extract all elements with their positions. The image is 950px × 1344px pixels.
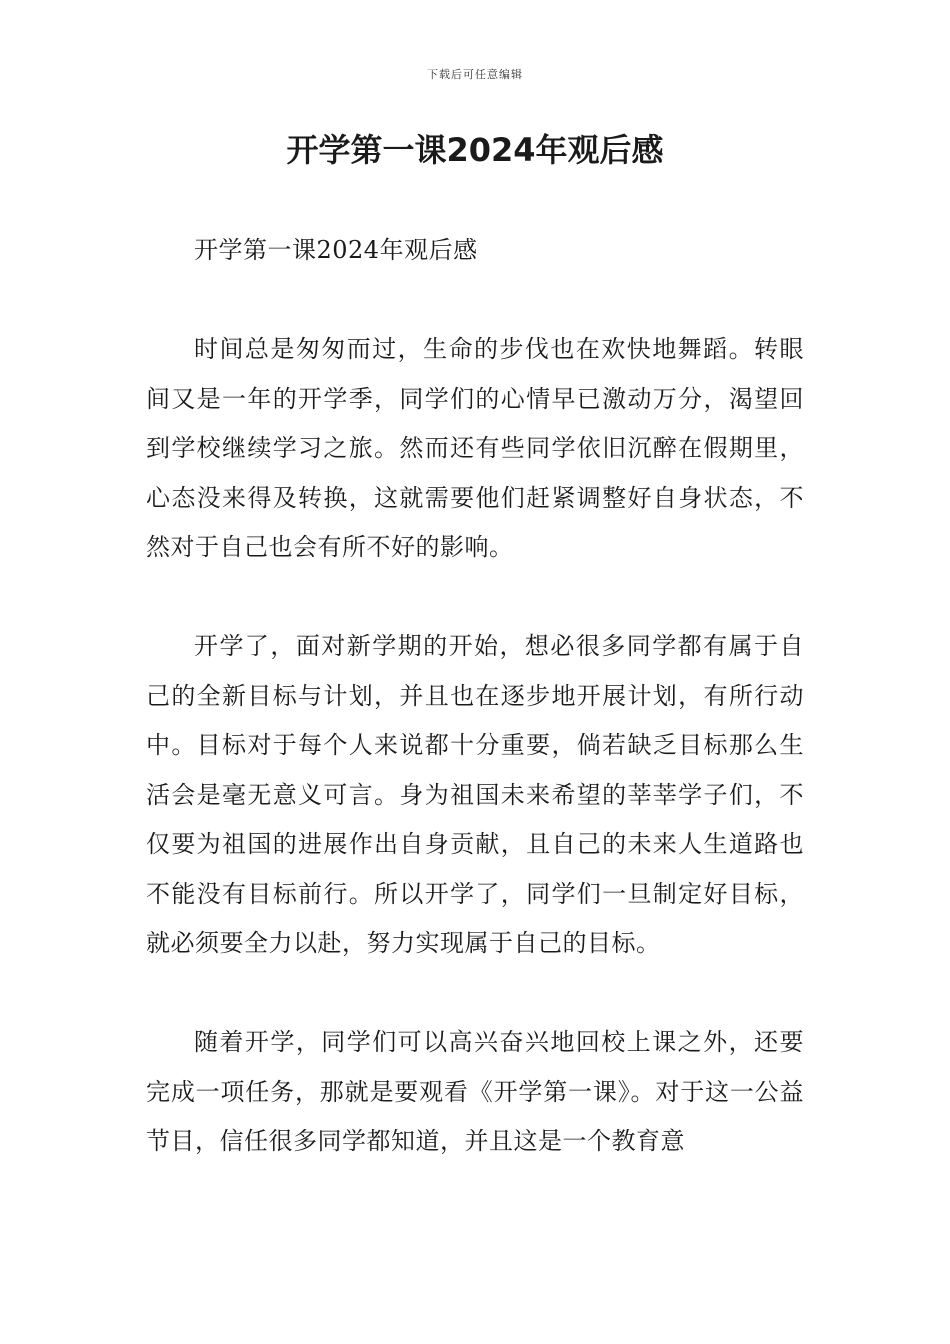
paragraph-subtitle: 开学第一课2024年观后感 xyxy=(194,236,478,264)
paragraph-2: 开学了，面对新学期的开始，想必很多同学都有属于自己的全新目标与计划，并且也在逐步地开展计划，有所行动中。目标对于每个人来说都十分重要，倘若缺乏目标那么生活会是毫无意义可言。身为祖国未来希望的莘莘学子们，不仅要为祖国的进展作出自身贡献，且自己的未来人生道路也不能没有目标前行。所以开学了，同学们一旦制定好目标，就必须要全力以赴，努力实现属于自己的目标。 xyxy=(146,632,804,957)
paragraph-1: 时间总是匆匆而过，生命的步伐也在欢快地舞蹈。转眼间又是一年的开学季，同学们的心情早已激动万分，渴望回到学校继续学习之旅。然而还有些同学依旧沉醉在假期里，心态没来得及转换，这就需要他们赶紧调整好自身状态，不然对于自己也会有所不好的影响。 xyxy=(146,335,804,561)
header-note: 下载后可任意编辑 xyxy=(427,68,523,81)
document-body xyxy=(146,226,804,1167)
paragraph-3: 随着开学，同学们可以高兴奋兴地回校上课之外，还要完成一项任务，那就是要观看《开学第一课》。对于这一公益节目，信任很多同学都知道，并且这是一个教育意 xyxy=(146,1028,804,1155)
document-title: 开学第一课2024年观后感 xyxy=(286,131,664,169)
